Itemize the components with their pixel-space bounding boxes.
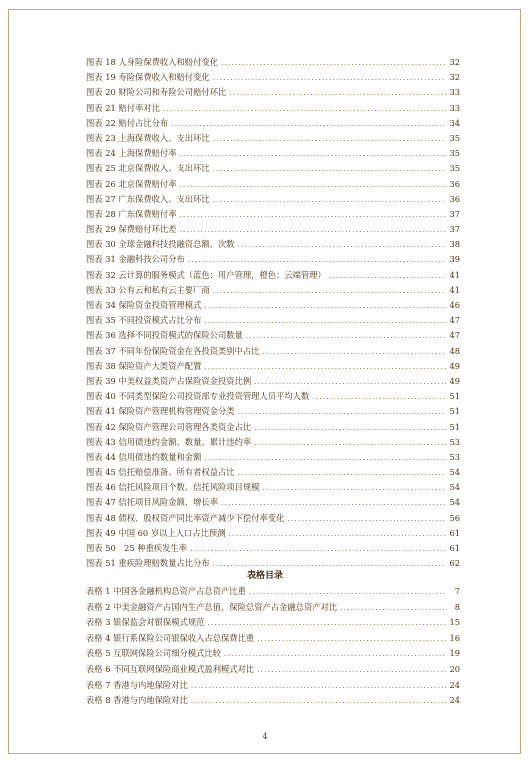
figure-toc-entry-label: 图表 33 公有云和私有云主要厂商	[86, 284, 210, 295]
figure-toc-entry-page: 35	[449, 148, 460, 159]
figure-toc-entry-label: 图表 50 25 种重疾发生率	[86, 543, 188, 553]
table-toc-entry-label: 表格 8 香港与内地保险对比	[86, 695, 188, 706]
figure-toc-entry-label: 图表 41 保险资产管理机构管理资金分类	[86, 406, 235, 417]
figure-toc-entry-label: 图表 28 广东保费赔付率	[86, 208, 177, 219]
dot-leader	[204, 451, 446, 466]
table-toc-entry-page: 24	[449, 679, 460, 690]
figure-toc-entry-label: 图表 22 赔付占比分布	[86, 117, 169, 128]
table-toc-entry-page: 24	[449, 695, 460, 706]
dot-leader	[224, 647, 446, 663]
figure-toc-entry-label: 图表 26 北京保费赔付率	[86, 178, 177, 189]
dot-leader	[246, 329, 447, 344]
figure-toc-entry-page: 56	[449, 512, 460, 523]
figure-toc-entry-label: 图表 34 保险资金投资管理模式	[86, 300, 202, 310]
dot-leader	[312, 390, 446, 405]
figure-toc-entry-label: 图表 18 人身险保费收入和赔付变化	[86, 57, 218, 67]
figure-toc-entry-page: 48	[449, 345, 460, 356]
figure-toc-entry[interactable]	[86, 70, 460, 85]
figure-toc-entry-label: 图表 37 不同年份保险资金在各投资类别中占比	[86, 345, 260, 356]
dot-leader	[262, 481, 446, 496]
figure-toc-entry[interactable]	[86, 465, 460, 480]
figure-toc-entry[interactable]	[86, 328, 460, 343]
table-toc-entry-page: 7	[454, 586, 460, 596]
dot-leader	[191, 679, 447, 695]
dot-leader	[221, 496, 446, 511]
dot-leader	[207, 616, 446, 632]
figure-toc-entry-label: 图表 25 北京保费收入、支出环比	[86, 163, 210, 174]
figure-toc-entry-page: 49	[449, 375, 460, 386]
table-toc-entry[interactable]	[86, 631, 460, 647]
dot-leader	[340, 601, 447, 617]
figure-toc-entry[interactable]	[86, 541, 460, 556]
table-toc-entry-page: 8	[454, 601, 460, 612]
figure-toc-entry-page: 41	[449, 284, 460, 295]
figure-toc-entry-page: 35	[449, 132, 460, 143]
table-toc-entry[interactable]	[86, 646, 460, 662]
dot-leader	[180, 208, 447, 223]
figure-toc-entry[interactable]	[86, 359, 460, 374]
figure-toc-entry-label: 图表 39 中美权益类资产占保险资金投资比例	[86, 375, 252, 386]
figure-toc-entry-label: 图表 29 保费赔付环比差	[86, 224, 177, 235]
dot-leader	[229, 86, 446, 101]
dot-leader	[329, 269, 447, 284]
table-toc-entry-page: 15	[449, 617, 460, 628]
figure-toc-entry-page: 36	[449, 193, 460, 204]
figure-toc-entry-label: 图表 21 赔付率对比	[86, 102, 160, 113]
table-toc-entry-label: 表格 5 互联网保险公司细分模式比较	[86, 648, 222, 659]
figure-toc-entry-page: 37	[449, 208, 460, 219]
figure-toc-entry[interactable]	[86, 450, 460, 465]
figure-toc-entry-label: 图表 44 信用债违约数量和金额	[86, 451, 202, 462]
figure-toc-entry-page: 53	[449, 451, 460, 462]
dot-leader	[262, 345, 446, 360]
figure-toc-entry[interactable]	[86, 404, 460, 419]
table-toc-entry[interactable]	[86, 662, 460, 678]
figure-toc-entry[interactable]	[86, 526, 460, 541]
figure-toc-entry[interactable]	[86, 131, 460, 146]
dot-leader	[213, 71, 447, 86]
dot-leader	[171, 117, 446, 132]
dot-leader	[188, 253, 447, 268]
table-toc-entry[interactable]	[86, 678, 460, 694]
dot-leader	[238, 466, 447, 481]
figure-toc-entry-page: 62	[449, 558, 460, 569]
dot-leader	[213, 284, 447, 299]
figure-toc-entry[interactable]	[86, 374, 460, 389]
figure-toc-list	[86, 55, 460, 571]
dot-leader	[257, 663, 446, 679]
dot-leader	[254, 375, 446, 390]
table-toc-entry-label: 表格 4 银行系保险公司银保收入占总保费比重	[86, 632, 255, 643]
table-toc-entry-page: 20	[449, 663, 460, 674]
table-toc-entry-page: 16	[449, 632, 460, 643]
dot-leader	[204, 299, 446, 314]
dot-leader	[180, 178, 447, 193]
figure-toc-entry[interactable]	[86, 435, 460, 450]
table-toc-list	[86, 584, 460, 709]
table-toc-entry[interactable]	[86, 615, 460, 631]
dot-leader	[213, 132, 447, 147]
dot-leader	[254, 421, 446, 436]
page-number: 4	[262, 732, 268, 741]
dot-leader	[180, 147, 447, 162]
figure-toc-entry-label: 图表 36 选择不同投资模式的保险公司数量	[86, 330, 243, 341]
figure-toc-entry-page: 32	[449, 72, 460, 83]
figure-toc-entry[interactable]	[86, 268, 460, 283]
figure-toc-entry[interactable]	[86, 116, 460, 131]
figure-toc-entry[interactable]	[86, 420, 460, 435]
figure-toc-entry-page: 61	[449, 543, 460, 553]
dot-leader	[190, 542, 446, 557]
figure-toc-entry-page: 51	[449, 406, 460, 417]
figure-toc-entry-label: 图表 20 财险公司和寿险公司赔付环比	[86, 87, 227, 98]
dot-leader	[213, 162, 447, 177]
figure-toc-entry-page: 54	[449, 482, 460, 493]
figure-toc-entry-label: 图表 35 不同投资模式占比分布	[86, 315, 202, 326]
figure-toc-entry-label: 图表 38 保险资产大类资产配置	[86, 360, 202, 371]
figure-toc-entry[interactable]	[86, 495, 460, 510]
figure-toc-entry-page: 49	[449, 360, 460, 371]
dot-leader	[287, 512, 446, 527]
dot-leader	[204, 314, 446, 329]
table-toc-entry[interactable]	[86, 584, 460, 600]
figure-toc-entry-label: 图表 27 广东保费收入、支出环比	[86, 193, 210, 204]
figure-toc-entry-page: 35	[449, 163, 460, 174]
figure-toc-entry-label: 图表 47 信托项目风险金额、增长率	[86, 497, 218, 508]
figure-toc-entry-label: 图表 40 不同类型保险公司投资部专业投资管理人员平均人数	[86, 391, 310, 402]
dot-leader	[254, 436, 446, 451]
figure-toc-entry-page: 32	[449, 57, 460, 67]
figure-toc-entry-label: 图表 45 信托赔偿准备、所有者权益占比	[86, 467, 235, 478]
figure-toc-entry[interactable]	[86, 192, 460, 207]
figure-toc-entry[interactable]	[86, 207, 460, 222]
figure-toc-entry-label: 图表 43 信用债违约金额、数量、累计违约率	[86, 436, 252, 447]
table-toc-entry-label: 表格 6 不同互联网保险商业模式盈利模式对比	[86, 663, 255, 674]
figure-toc-entry[interactable]	[86, 480, 460, 495]
dot-leader	[238, 405, 447, 420]
figure-toc-entry-label: 图表 51 重疾险理赔数量占比分布	[86, 558, 210, 569]
figure-toc-entry-page: 33	[449, 102, 460, 113]
dot-leader	[257, 632, 446, 648]
figure-toc-entry-page: 47	[449, 330, 460, 341]
figure-toc-entry[interactable]	[86, 389, 460, 404]
dot-leader	[204, 360, 446, 375]
figure-toc-entry-page: 47	[449, 315, 460, 326]
dot-leader	[180, 223, 447, 238]
figure-toc-entry[interactable]	[86, 344, 460, 359]
figure-toc-entry[interactable]	[86, 511, 460, 526]
figure-toc-entry-label: 图表 23 上海保费收入、支出环比	[86, 132, 210, 143]
table-toc-entry-page: 19	[449, 648, 460, 659]
figure-toc-entry[interactable]	[86, 101, 460, 116]
figure-toc-entry-page: 53	[449, 436, 460, 447]
figure-toc-entry-label: 图表 30 全球金融科技投融资总额、次数	[86, 239, 235, 250]
figure-toc-entry[interactable]	[86, 237, 460, 252]
figure-toc-entry[interactable]	[86, 85, 460, 100]
table-toc-entry[interactable]	[86, 600, 460, 616]
figure-toc-entry-page: 51	[449, 421, 460, 432]
table-toc-entry-label: 表格 1 中国各金融机构总资产占总资产比重	[86, 586, 246, 596]
figure-toc-entry[interactable]	[86, 161, 460, 176]
figure-toc-entry[interactable]	[86, 55, 460, 70]
table-toc-entry-label: 表格 3 银保监会对银保模式规范	[86, 617, 205, 628]
figure-toc-entry-label: 图表 48 债权、股权资产同比率资产减少下偿付率变化	[86, 512, 285, 523]
figure-toc-entry-page: 61	[449, 527, 460, 538]
figure-toc-entry-page: 39	[449, 254, 460, 265]
figure-toc-entry-label: 图表 24 上海保费赔付率	[86, 148, 177, 159]
figure-toc-entry-page: 34	[449, 117, 460, 128]
figure-toc-entry-page: 54	[449, 467, 460, 478]
figure-toc-entry-page: 33	[449, 87, 460, 98]
figure-toc-entry[interactable]	[86, 146, 460, 161]
figure-toc-entry-label: 图表 19 寿险保费收入和赔付变化	[86, 72, 210, 83]
figure-toc-entry[interactable]	[86, 283, 460, 298]
figure-toc-entry-page: 41	[449, 269, 460, 280]
figure-toc-entry[interactable]	[86, 222, 460, 237]
figure-toc-entry-label: 图表 42 保险资产管理公司管理各类资金占比	[86, 421, 252, 432]
figure-toc-entry[interactable]	[86, 252, 460, 267]
table-toc-entry-label: 表格 2 中美金融资产占国内生产总值、保险总资产占金融总资产对比	[86, 601, 338, 612]
dot-leader	[213, 193, 447, 208]
figure-toc-entry-page: 37	[449, 224, 460, 235]
figure-toc-entry-label: 图表 31 金融科技公司分布	[86, 254, 185, 265]
figure-toc-entry-page: 36	[449, 178, 460, 189]
figure-toc-entry-label: 图表 32 云计算的服务模式（蓝色：用户管理，橙色：云端管理）	[86, 269, 326, 280]
figure-toc-entry-page: 46	[449, 300, 460, 310]
dot-leader	[229, 527, 447, 542]
figure-toc-entry-label: 图表 46 信托风险项目个数、信托风险项目规模	[86, 482, 260, 493]
figure-toc-entry-label: 图表 49 中国 60 岁以上人口占比预测	[86, 527, 226, 538]
dot-leader	[221, 56, 446, 71]
figure-toc-entry-page: 38	[449, 239, 460, 250]
dot-leader	[238, 238, 447, 253]
figure-toc-entry[interactable]	[86, 313, 460, 328]
figure-toc-entry[interactable]	[86, 298, 460, 313]
table-toc-entry-label: 表格 7 香港与内地保险对比	[86, 679, 188, 690]
dot-leader	[249, 585, 447, 601]
dot-leader	[191, 694, 447, 710]
figure-toc-entry[interactable]	[86, 177, 460, 192]
figure-toc-entry-page: 54	[449, 497, 460, 508]
tables-section-title: 表格目录	[246, 571, 283, 581]
dot-leader	[163, 102, 447, 117]
table-toc-entry[interactable]	[86, 693, 460, 709]
figure-toc-entry-page: 51	[449, 391, 460, 402]
